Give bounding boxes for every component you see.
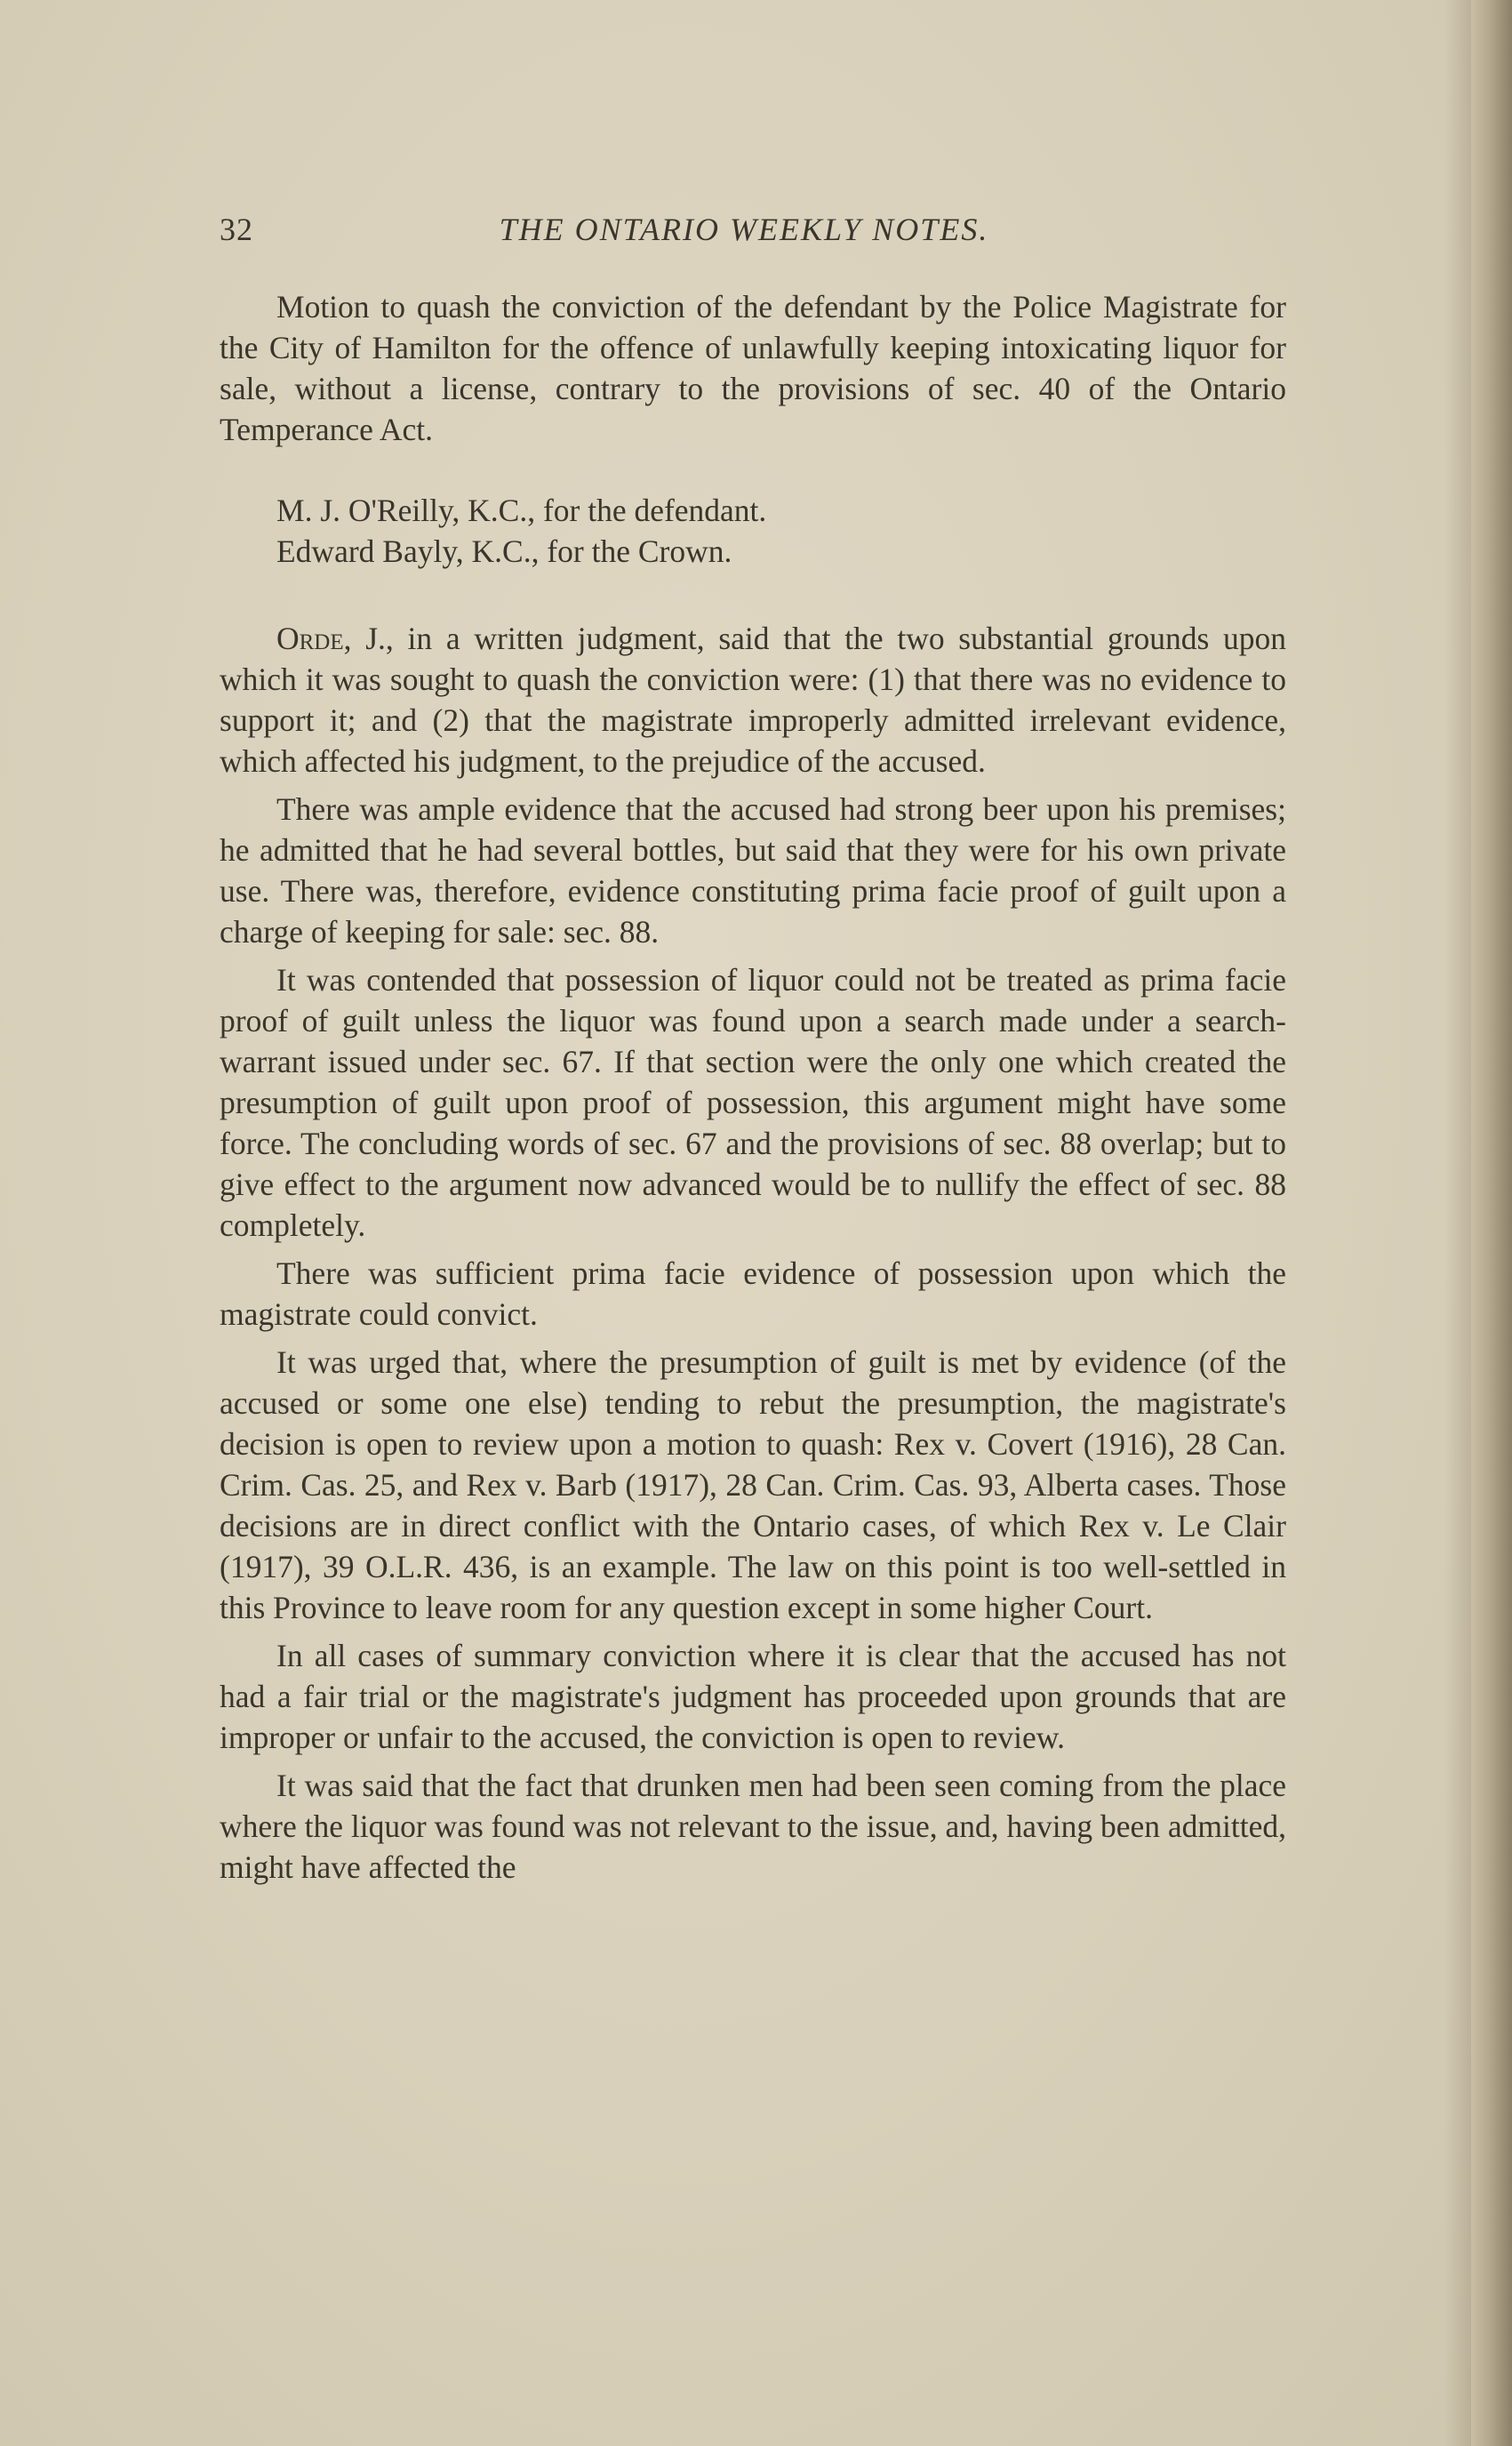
paragraph-review-cases: It was urged that, where the presumption of guilt is met by evidence (of the accused or some one else) tending to rebut the presumption, the magistrate's decision is open to review upon a motion to quash: Rex v. Covert (1916), 28 Can. Crim. Cas. 25, and Rex v. Barb (1917), 28 Can. Crim. Cas. 93, Alberta cases. Those decisions are in direct conflict with the Ontario cases, of which Rex v. Le Clair (1917), 39 O.L.R. 436, is an example. The law on this point is too well-settled in this Province to leave room for any question except in some higher Court.	[220, 1344, 1286, 1625]
page-body	[220, 286, 1286, 1895]
judgment-opening-paragraph	[220, 618, 1286, 782]
paragraph-evidence: There was ample evidence that the accused had strong beer upon his premises; he admitted that he had several bottles, but said that they were for his own private use. There was, therefore, evidence constituting prima facie proof of guilt upon a charge of keeping for sale: sec. 88.	[220, 791, 1286, 950]
judge-name: Orde	[276, 621, 344, 656]
judgment-opening-text: , J., in a written judgment, said that the two substantial grounds upon which it was sought to quash the conviction were: (1) that there was no evidence to support it; and (2) that the magistrate improperly admitted irrelevant evidence, which affected his judgment, to the prejudice of the accused.	[220, 621, 1286, 779]
paragraph-sufficient-evidence: There was sufficient prima facie evidence of possession upon which the magistrate could convict.	[220, 1255, 1286, 1332]
running-title: THE ONTARIO WEEKLY NOTES.	[499, 212, 989, 247]
counsel-crown: Edward Bayly, K.C., for the Crown.	[276, 533, 732, 569]
motion-paragraph: Motion to quash the conviction of the defendant by the Police Magistrate for the City of Hamilton for the offence of unlawfully keeping intoxicating liquor for sale, without a license, contrary to the provisions of sec. 40 of the Ontario Temperance Act.	[220, 289, 1286, 447]
paragraph-possession-argument: It was contended that possession of liquor could not be treated as prima facie proof of guilt unless the liquor was found upon a search made under a search-warrant issued under sec. 67. If that section were the only one which created the presumption of guilt upon proof of possession, this argument might have some force. The concluding words of sec. 67 and the provisions of sec. 88 overlap; but to give effect to the argument now advanced would be to nullify the effect of sec. 88 completely.	[220, 962, 1286, 1243]
page-number: 32	[220, 212, 253, 247]
counsel-list	[220, 490, 1286, 572]
paragraph-drunken-men: It was said that the fact that drunken men had been seen coming from the place where the liquor was found was not relevant to the issue, and, having been admitted, might have affected the	[220, 1768, 1286, 1885]
counsel-defendant: M. J. O'Reilly, K.C., for the defendant.	[276, 493, 767, 528]
page-gutter-shadow	[1444, 0, 1471, 2446]
paragraph-summary-conviction: In all cases of summary conviction where it is clear that the accused has not had a fair trial or the magistrate's judgment has proceeded upon grounds that are improper or unfair to the accused, the conviction is open to review.	[220, 1638, 1286, 1755]
page-edge	[1471, 0, 1512, 2446]
running-header	[220, 206, 1286, 253]
